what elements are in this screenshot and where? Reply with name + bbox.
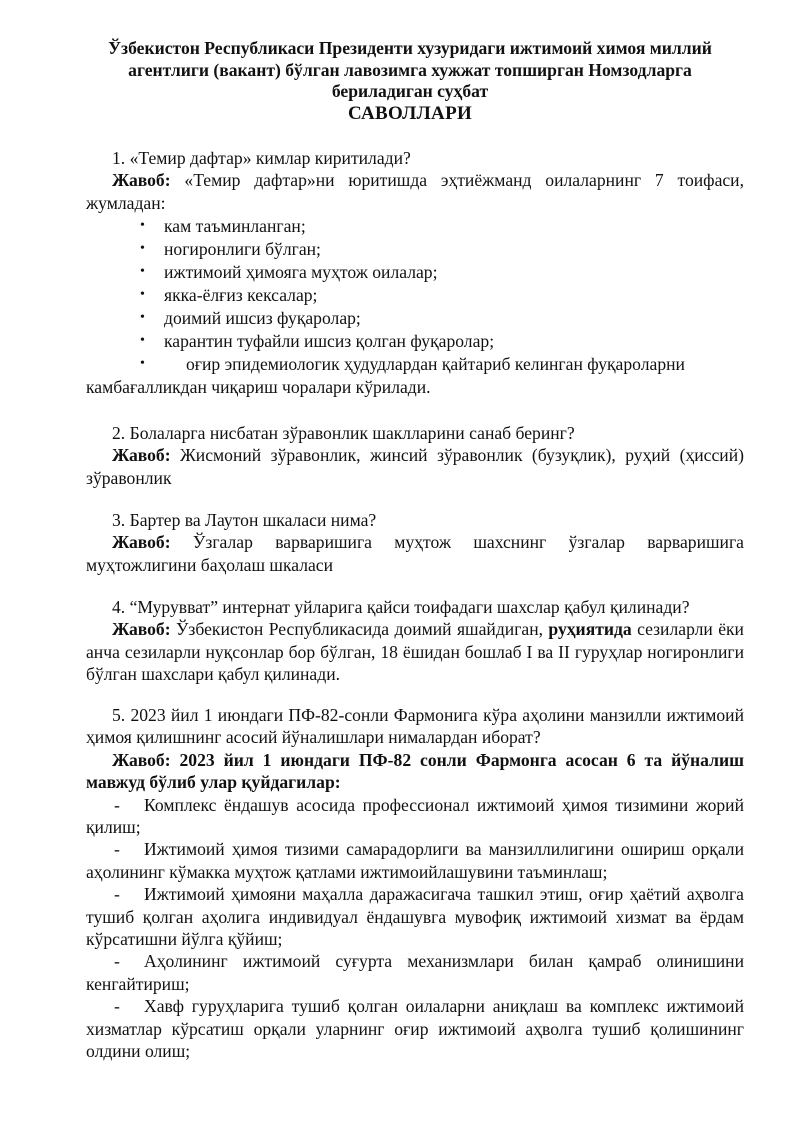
document-header xyxy=(50,38,770,124)
header-line-3: бериладиган суҳбат xyxy=(331,81,489,101)
bullet-icon: • xyxy=(140,356,145,371)
list-item-text: Ижтимоий ҳимоя тизими самарадорлиги ва манзиллилигини ошириш орқали аҳолининг кўмакка муҳтож қатлами ижтимоийлашувини таъминлаш; xyxy=(86,839,744,882)
list-item-text: Аҳолининг ижтимоий суғурта механизмлари билан қамраб олинишини кенгайтириш; xyxy=(86,951,744,994)
answer-1-text: «Темир дафтар»ни юритишда эҳтиёжманд оилаларнинг 7 тоифаси, жумладан: xyxy=(86,170,744,213)
dash-icon: - xyxy=(114,839,120,860)
question-4 xyxy=(86,596,744,686)
question-3-text: 3. Бартер ва Лаутон шкаласи нима? xyxy=(112,510,377,530)
bullet-icon: • xyxy=(140,241,145,256)
answer-4 xyxy=(86,618,744,685)
list-item-text: доимий ишсиз фуқаролар; xyxy=(164,308,361,328)
dash-icon: - xyxy=(114,794,120,815)
question-2-text: 2. Болаларга нисбатан зўравонлик шаклларини санаб беринг? xyxy=(112,423,575,443)
list-item xyxy=(86,838,744,883)
list-item xyxy=(86,950,744,995)
answer-4-text-a: Ўзбекистон Республикасида доимий яшайдиган, xyxy=(175,619,544,640)
list-item-text: карантин туфайли ишсиз қолган фуқаролар; xyxy=(164,331,495,351)
answer-2 xyxy=(86,444,744,489)
header-line-2: агентлиги (вакант) бўлган лавозимга хужжат топширган Номзодларга xyxy=(128,59,692,80)
dash-icon: - xyxy=(114,951,120,972)
question-2 xyxy=(86,422,744,489)
list-item-continuation: камбағалликдан чиқариш чоралари кўрилади. xyxy=(86,377,431,397)
answer-label: Жавоб: xyxy=(112,532,171,553)
answer-2-text: Жисмоний зўравонлик, жинсий зўравонлик (бузуқлик), руҳий (ҳиссий) зўравонлик xyxy=(86,445,744,488)
dash-icon: - xyxy=(114,996,120,1017)
header-title: САВОЛЛАРИ xyxy=(347,102,473,124)
list-item-text: Ижтимоий ҳимояни маҳалла даражасигача ташкил этиш, оғир ҳаётий аҳволга тушиб қолган аҳолига индивидуал ёндашувга мувофиқ ижтимоий хизмат ва ёрдам кўрсатишни йўлга қўйиш; xyxy=(86,884,744,950)
list-item-text: Комплекс ёндашув асосида профессионал ижтимоий ҳимоя тизимини жорий қилиш; xyxy=(86,794,744,838)
question-1 xyxy=(86,147,744,214)
list-item-text: ижтимоий ҳимояга муҳтож оилалар; xyxy=(164,262,438,282)
answer-3-text: Ўзгалар варваришига муҳтож шахснинг ўзгалар варваришига муҳтожлигини баҳолаш шкаласи xyxy=(86,532,744,575)
dash-icon: - xyxy=(114,884,120,905)
bullet-icon: • xyxy=(140,218,145,233)
question-1-text: 1. «Темир дафтар» кимлар киритилади? xyxy=(112,148,411,168)
header-line-1: Ўзбекистон Республикаси Президенти хузуридаги ижтимоий химоя миллий xyxy=(108,38,712,58)
question-3 xyxy=(86,509,744,576)
bullet-icon: • xyxy=(140,310,145,325)
answer-4-bold: руҳиятида xyxy=(548,619,632,640)
list-item-text: ногиронлиги бўлган; xyxy=(164,239,321,259)
bullet-icon: • xyxy=(140,287,145,302)
list-item xyxy=(86,995,744,1062)
answer-3 xyxy=(86,531,744,576)
question-5-text: 5. 2023 йил 1 июндаги ПФ-82-сонли Фармонига кўра аҳолини манзилли ижтимоий ҳимоя қилишнинг асосий йўналишлари нималардан иборат? xyxy=(86,705,744,748)
list-item-text: Хавф гуруҳларига тушиб қолган оилаларни аниқлаш ва комплекс ижтимоий хизматлар кўрсатиш орқали уларнинг оғир ижтимоий аҳволга тушиб қолишининг олдини олиш; xyxy=(86,996,744,1062)
list-item-text: якка-ёлғиз кексалар; xyxy=(164,285,318,305)
list-item-text: кам таъминланган; xyxy=(164,216,306,236)
question-4-text: 4. “Мурувват” интернат уйларига қайси тоифадаги шахслар қабул қилинади? xyxy=(112,597,690,617)
bullet-icon: • xyxy=(140,333,145,348)
question-5 xyxy=(86,704,744,1063)
list-item xyxy=(86,883,744,950)
answer-label: Жавоб: xyxy=(112,170,171,191)
bullet-icon: • xyxy=(140,264,145,279)
list-item-text: оғир эпидемиологик ҳудудлардан қайтариб келинган фуқароларни xyxy=(186,354,685,374)
answer-label: Жавоб: xyxy=(112,619,171,640)
list-item xyxy=(86,794,744,839)
answer-1 xyxy=(86,169,744,214)
answer-4-text-b: сезиларли ёки анча сезиларли нуқсонлар бор бўлган, 18 ёшидан бошлаб I ва II гуруҳлар ногиронлиги бўлган шахслари қабул қилинади. xyxy=(86,619,744,685)
answer-5-text: Жавоб: 2023 йил 1 июндаги ПФ-82 сонли Фармонга асосан 6 та йўналиш мавжуд бўлиб улар қуйдагилар: xyxy=(86,749,744,793)
answer-label: Жавоб: xyxy=(112,445,171,466)
